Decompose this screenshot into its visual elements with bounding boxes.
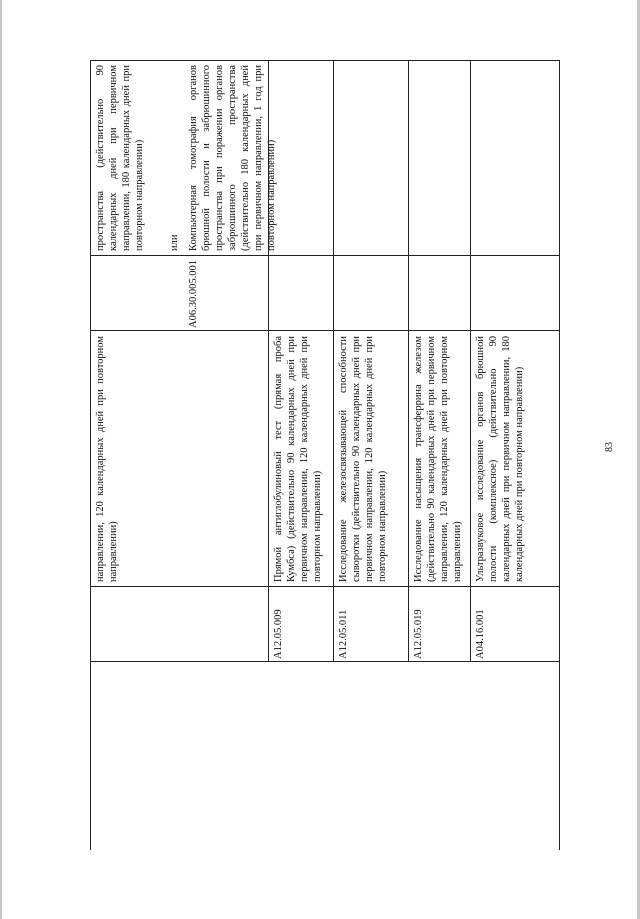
row-code: A04.16.001 xyxy=(475,609,486,659)
column-divider-2 xyxy=(90,586,560,587)
row-code: A12.05.009 xyxy=(273,609,284,659)
column-divider-1 xyxy=(90,661,560,662)
row-divider-2 xyxy=(333,60,334,662)
column-divider-4 xyxy=(90,255,560,256)
row-text: Прямой антиглобулиновый тест (прямая проба Кумбса) (действительно 90 календарных дней при первичном направлении, 120 календарных дней при повторном направлении) xyxy=(273,336,323,582)
column-divider-3 xyxy=(90,330,560,331)
table-border-right xyxy=(90,60,560,61)
row-text: Исследование насыщения трансферрина железом (действительно 90 календарных дней при первичном направлении, 120 календарных дней при повторном направлении) xyxy=(413,336,463,582)
row-divider-3 xyxy=(408,60,409,662)
row-text: Ультразвуковое исследование органов брюшной полости (комплексное) (действительно 90 календарных дней при первичном направлении, 180 календарных дней при повторном направлении) xyxy=(475,336,525,582)
table-border-top xyxy=(90,60,91,850)
row-text: Компьютерная томография органов брюшной полости и забрюшинного пространства при поражении органов забрюшинного пространства (действительно 180 календарных дней при первичном направлении, 1 год при повторном направлении) xyxy=(188,65,277,251)
row-text: Исследование железосвязывающей способности сыворотки (действительно 90 календарных дней при первичном направлении, 120 календарных дней при повторном направлении) xyxy=(338,336,388,582)
row-code: A12.05.019 xyxy=(413,609,424,659)
continuation-text: направлении, 120 календарных дней при повторном направлении) xyxy=(95,336,119,582)
row-text-top: пространства (действительно 90 календарных дней при первичном направлении, 180 календарных дней при повторном направлении) xyxy=(95,65,145,251)
row-divider-4 xyxy=(470,60,471,662)
or-label: или xyxy=(169,234,180,251)
row-code: A12.05.011 xyxy=(338,609,349,659)
page-number: 83 xyxy=(604,442,615,452)
row-code: A06.30.005.001 xyxy=(188,260,199,328)
rotated-table xyxy=(90,60,560,850)
table-border-bottom xyxy=(559,60,560,850)
scan-edge-left xyxy=(0,0,2,919)
